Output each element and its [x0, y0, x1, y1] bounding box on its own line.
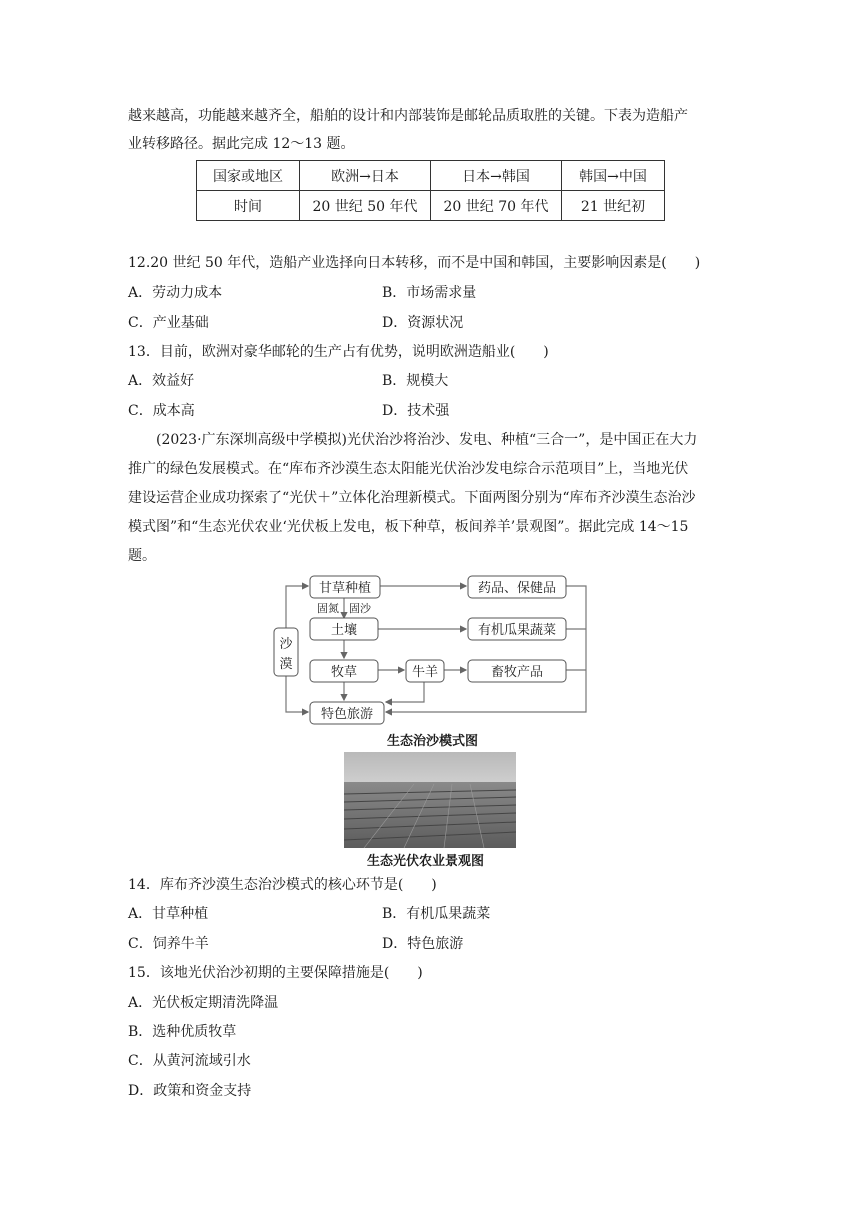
q15-option-a[interactable]: A．光伏板定期清洗降温	[128, 995, 279, 1011]
question-14-stem: 14．库布齐沙漠生态治沙模式的核心环节是( )	[128, 877, 437, 893]
q14-option-d[interactable]: D．特色旅游	[382, 936, 464, 952]
table-cell: 欧洲→日本	[300, 161, 431, 191]
q14-option-b[interactable]: B．有机瓜果蔬菜	[382, 906, 491, 922]
diagram-gusha: 固沙	[349, 602, 371, 615]
solar-farm-photo	[344, 752, 516, 848]
q14-option-a[interactable]: A．甘草种植	[128, 906, 209, 922]
table-row	[197, 161, 665, 191]
shipbuilding-transfer-table	[196, 160, 665, 221]
q14-option-c[interactable]: C．饲养牛羊	[128, 936, 209, 952]
diagram-niuyang: 牛羊	[411, 665, 439, 680]
diagram-turang: 土壤	[330, 623, 358, 638]
diagram-gancao: 甘草种植	[318, 581, 372, 596]
q13-option-d[interactable]: D．技术强	[382, 403, 450, 419]
table-cell: 时间	[197, 191, 300, 221]
table-row	[197, 191, 665, 221]
q12-option-b[interactable]: B．市场需求量	[382, 285, 477, 301]
q12-option-c[interactable]: C．产业基础	[128, 315, 209, 331]
diagram-youji: 有机瓜果蔬菜	[477, 623, 557, 638]
q13-option-b[interactable]: B．规模大	[382, 373, 449, 389]
q13-option-c[interactable]: C．成本高	[128, 403, 195, 419]
q15-option-c[interactable]: C．从黄河流域引水	[128, 1053, 251, 1069]
intro-line-2: 业转移路径。据此完成 12～13 题。	[128, 136, 355, 152]
diagram-mucao: 牧草	[330, 665, 358, 680]
table-cell: 国家或地区	[197, 161, 300, 191]
question-12-stem: 12.20 世纪 50 年代，造船产业选择向日本转移，而不是中国和韩国，主要影响因素是( )	[128, 255, 701, 271]
diagram-desert-char-2: 漠	[279, 657, 293, 672]
table-cell: 21 世纪初	[562, 191, 665, 221]
intro-line-1: 越来越高，功能越来越齐全，船舶的设计和内部装饰是邮轮品质取胜的关键。下表为造船产	[128, 108, 688, 124]
diagram-gudan: 固氮	[317, 602, 339, 615]
passage-line-3: 建设运营企业成功探索了“光伏＋”立体化治理新模式。下面两图分别为“库布齐沙漠生态治沙	[128, 490, 696, 506]
q13-option-a[interactable]: A．效益好	[128, 373, 195, 389]
question-13-stem: 13．目前，欧洲对豪华邮轮的生产占有优势，说明欧洲造船业( )	[128, 344, 549, 360]
q12-option-d[interactable]: D．资源状况	[382, 315, 464, 331]
sand-control-diagram	[270, 572, 590, 728]
diagram-tese: 特色旅游	[320, 707, 374, 722]
table-cell: 20 世纪 70 年代	[431, 191, 562, 221]
diagram-caption: 生态治沙模式图	[387, 734, 479, 749]
diagram-yaopin: 药品、保健品	[477, 581, 557, 596]
diagram-xumu: 畜牧产品	[490, 665, 544, 680]
table-cell: 日本→韩国	[431, 161, 562, 191]
q12-option-a[interactable]: A．劳动力成本	[128, 285, 223, 301]
passage-line-2: 推广的绿色发展模式。在“库布齐沙漠生态太阳能光伏治沙发电综合示范项目”上，当地光伏	[128, 461, 689, 477]
passage-line-4: 模式图”和“生态光伏农业‘光伏板上发电，板下种草，板间养羊’景观图”。据此完成 14～15	[128, 519, 689, 535]
q15-option-b[interactable]: B．选种优质牧草	[128, 1024, 237, 1040]
table-cell: 20 世纪 50 年代	[300, 191, 431, 221]
diagram-desert-char-1: 沙	[279, 637, 293, 652]
passage-line-5: 题。	[128, 548, 156, 564]
question-15-stem: 15．该地光伏治沙初期的主要保障措施是( )	[128, 965, 423, 981]
table-cell: 韩国→中国	[562, 161, 665, 191]
q15-option-d[interactable]: D．政策和资金支持	[128, 1083, 252, 1099]
photo-caption: 生态光伏农业景观图	[367, 854, 485, 869]
passage-line-1: (2023·广东深圳高级中学模拟)光伏治沙将治沙、发电、种植“三合一”，是中国正在大力	[156, 432, 698, 448]
